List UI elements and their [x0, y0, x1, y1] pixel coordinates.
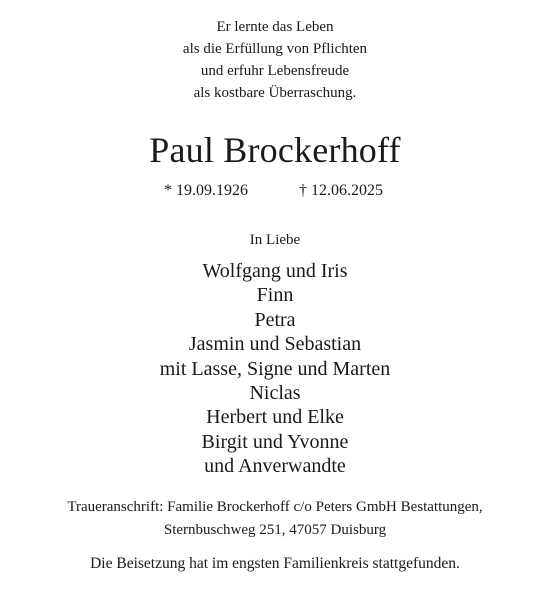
mourner-entry: und Anverwandte: [204, 455, 346, 478]
memorial-poem: [0, 16, 550, 104]
in-love-label: In Liebe: [249, 232, 301, 248]
address-line: Traueranschrift: Familie Brockerhoff c/o Peters GmbH Bestattungen,: [67, 499, 483, 515]
poem-line: als kostbare Überraschung.: [193, 85, 357, 101]
address-line: Sternbuschweg 251, 47057 Duisburg: [163, 522, 387, 538]
mourner-entry: mit Lasse, Signe und Marten: [159, 357, 391, 380]
poem-line: Er lernte das Leben: [216, 19, 334, 35]
death-date: † 12.06.2025: [299, 182, 383, 199]
poem-line: und erfuhr Lebensfreude: [200, 63, 350, 79]
mourner-entry: Petra: [254, 308, 296, 331]
mourning-address: [0, 496, 550, 542]
burial-note: Die Beisetzung hat im engsten Familienkreis stattgefunden.: [90, 555, 460, 572]
mourner-entry: Wolfgang und Iris: [202, 260, 348, 282]
mourner-entry: Herbert und Elke: [206, 406, 344, 429]
mourner-entry: Niclas: [249, 381, 301, 404]
mourners-list: [0, 259, 550, 479]
mourner-entry: Finn: [256, 284, 294, 307]
mourner-entry: Jasmin und Sebastian: [188, 333, 362, 356]
deceased-name: Paul Brockerhoff: [149, 130, 401, 170]
mourner-entry: Birgit und Yvonne: [201, 430, 349, 453]
poem-line: als die Erfüllung von Pflichten: [182, 41, 368, 57]
life-dates: [0, 180, 550, 202]
birth-date: * 19.09.1926: [164, 182, 248, 199]
